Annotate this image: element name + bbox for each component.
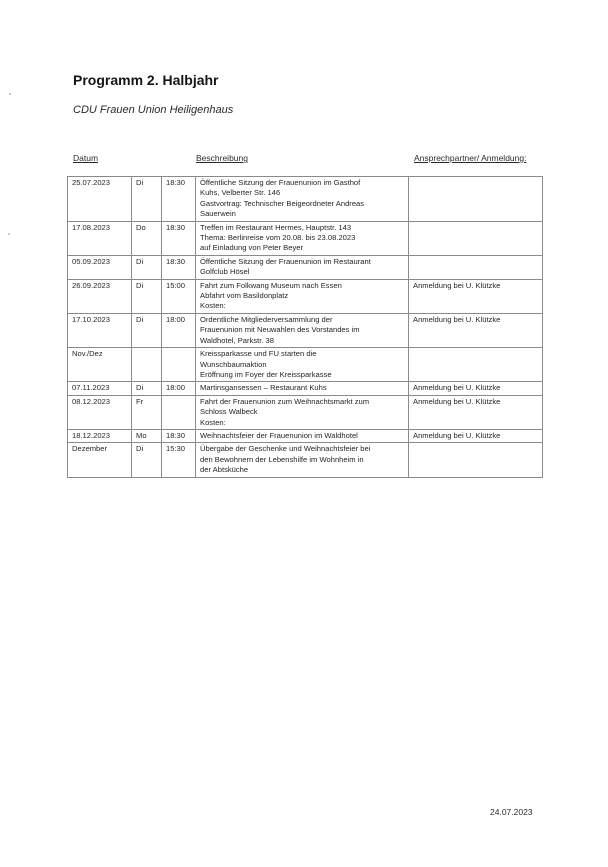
event-description-line: Kreissparkasse und FU starten die	[200, 349, 317, 359]
event-contact	[409, 255, 543, 279]
event-day	[132, 348, 162, 382]
event-description-line: Gastvortrag: Technischer Beigeordneter Andreas	[200, 198, 365, 208]
table-row	[68, 279, 543, 313]
event-description-line: Übergabe der Geschenke und Weihnachtsfeier bei	[200, 444, 371, 454]
scan-speck	[8, 233, 10, 235]
event-description-line: den Bewohnern der Lebenshilfe im Wohnheim in	[200, 454, 364, 464]
event-day: Di	[132, 279, 162, 313]
event-time: 18:00	[162, 313, 196, 347]
event-description-line: Schloss Walbeck	[200, 407, 258, 417]
event-description-line: Martinsgansessen – Restaurant Kuhs	[200, 383, 327, 393]
event-date: 17.10.2023	[68, 313, 132, 347]
event-contact	[409, 348, 543, 382]
event-date: 17.08.2023	[68, 221, 132, 255]
event-contact: Anmeldung bei U. Klützke	[409, 279, 543, 313]
event-date: 05.09.2023	[68, 255, 132, 279]
event-contact	[409, 221, 543, 255]
event-contact	[409, 177, 543, 222]
event-description-line: Kuhs, Velberter Str. 146	[200, 188, 281, 198]
table-row	[68, 429, 543, 442]
event-date: 07.11.2023	[68, 382, 132, 395]
event-date: Nov./Dez	[68, 348, 132, 382]
event-day: Di	[132, 313, 162, 347]
event-contact: Anmeldung bei U. Klützke	[409, 313, 543, 347]
event-description	[196, 429, 409, 442]
event-time	[162, 348, 196, 382]
organization-subtitle: CDU Frauen Union Heiligenhaus	[73, 104, 234, 116]
event-time	[162, 395, 196, 429]
program-table-body	[68, 177, 543, 478]
event-time: 18:30	[162, 255, 196, 279]
table-row	[68, 255, 543, 279]
event-description-line: Kosten:	[200, 417, 226, 427]
event-time: 18:30	[162, 177, 196, 222]
event-day: Di	[132, 177, 162, 222]
table-row	[68, 395, 543, 429]
event-description-line: Kosten:	[200, 301, 226, 311]
event-date: 08.12.2023	[68, 395, 132, 429]
event-date: Dezember	[68, 443, 132, 477]
program-table	[67, 176, 543, 478]
event-description	[196, 313, 409, 347]
scan-speck	[9, 93, 11, 95]
event-day: Di	[132, 382, 162, 395]
event-description	[196, 382, 409, 395]
table-row	[68, 443, 543, 477]
event-time: 18:30	[162, 221, 196, 255]
event-description-line: Öffentliche Sitzung der Frauenunion im Gasthof	[200, 178, 361, 187]
event-description-line: Thema: Berlinreise vom 20.08. bis 23.08.2023	[200, 233, 356, 243]
event-day: Di	[132, 443, 162, 477]
event-description	[196, 279, 409, 313]
event-time: 15:30	[162, 443, 196, 477]
table-row	[68, 382, 543, 395]
event-date: 26.09.2023	[68, 279, 132, 313]
page-title: Programm 2. Halbjahr	[73, 72, 219, 88]
event-contact: Anmeldung bei U. Klützke	[409, 395, 543, 429]
event-contact: Anmeldung bei U. Klützke	[409, 429, 543, 442]
table-row	[68, 313, 543, 347]
column-header-beschreibung: Beschreibung	[196, 153, 248, 163]
event-contact: Anmeldung bei U. Klützke	[409, 382, 543, 395]
event-description-line: Öffentliche Sitzung der Frauenunion im Restaurant	[200, 256, 371, 266]
event-date: 25.07.2023	[68, 177, 132, 222]
event-description	[196, 443, 409, 477]
event-description-line: Treffen im Restaurant Hermes, Hauptstr. 143	[200, 222, 352, 232]
column-header-ansprechpartner: Ansprechpartner/ Anmeldung:	[414, 153, 527, 163]
event-description-line: Abfahrt vom Basildonplatz	[200, 291, 289, 301]
table-row	[68, 348, 543, 382]
event-day: Fr	[132, 395, 162, 429]
event-contact	[409, 443, 543, 477]
event-description-line: Eröffnung im Foyer der Kreissparkasse	[200, 369, 332, 379]
event-day: Mo	[132, 429, 162, 442]
event-description-line: Weihnachtsfeier der Frauenunion im Waldhotel	[200, 430, 358, 440]
event-day: Do	[132, 221, 162, 255]
event-description	[196, 221, 409, 255]
event-time: 15:00	[162, 279, 196, 313]
event-description-line: Fahrt der Frauenunion zum Weihnachtsmarkt zum	[200, 396, 370, 406]
event-description-line: Ordentliche Mitgliederversammlung der	[200, 314, 333, 324]
event-description	[196, 177, 409, 222]
event-description-line: Frauenunion mit Neuwahlen des Vorstandes im	[200, 325, 360, 335]
event-description-line: auf Einladung von Peter Beyer	[200, 243, 304, 253]
event-description	[196, 255, 409, 279]
table-row	[68, 221, 543, 255]
event-description	[196, 395, 409, 429]
event-date: 18.12.2023	[68, 429, 132, 442]
event-description-line: Waldhotel, Parkstr. 38	[200, 335, 275, 345]
event-description-line: Fahrt zum Folkwang Museum nach Essen	[200, 280, 342, 290]
event-day: Di	[132, 255, 162, 279]
event-time: 18:00	[162, 382, 196, 395]
event-time: 18:30	[162, 429, 196, 442]
event-description	[196, 348, 409, 382]
column-header-datum: Datum	[73, 153, 99, 163]
event-description-line: der Abtsküche	[200, 465, 249, 475]
event-description-line: Golfclub Hösel	[200, 267, 250, 277]
document-date: 24.07.2023	[490, 807, 533, 817]
table-row	[68, 177, 543, 222]
event-description-line: Sauerwein	[200, 209, 236, 219]
event-description-line: Wunschbaumaktion	[200, 359, 267, 369]
